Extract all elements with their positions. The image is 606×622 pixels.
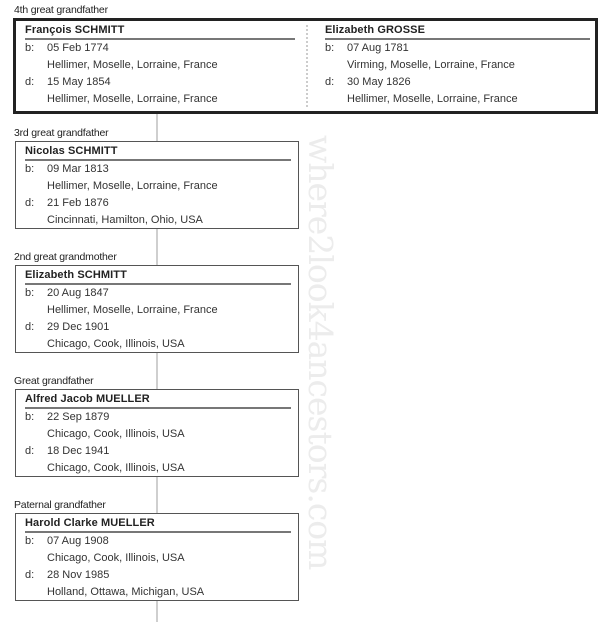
birth-date: 07 Aug 1781 [347, 42, 409, 54]
generation-label-3rd-great-grandfather: 3rd great grandfather [14, 127, 109, 139]
birth-date: 05 Feb 1774 [47, 42, 109, 54]
birth-place: Chicago, Cook, Illinois, USA [47, 552, 185, 564]
death-date: 29 Dec 1901 [47, 321, 110, 333]
birth-place: Hellimer, Moselle, Lorraine, France [47, 304, 218, 316]
person-name: François SCHMITT [25, 21, 295, 40]
generation-label-2nd-great-grandmother: 2nd great grandmother [14, 251, 117, 263]
person-elizabeth-grosse[interactable] [325, 21, 590, 108]
person-francois-schmitt[interactable] [25, 21, 295, 108]
birth-date: 07 Aug 1908 [47, 535, 109, 547]
death-place: Holland, Ottawa, Michigan, USA [47, 586, 205, 598]
death-label: d: [25, 76, 35, 88]
death-place: Chicago, Cook, Illinois, USA [47, 338, 185, 350]
birth-date: 09 Mar 1813 [47, 163, 109, 175]
person-name: Elizabeth SCHMITT [25, 266, 291, 285]
person-card-couple[interactable] [13, 18, 598, 114]
death-place: Hellimer, Moselle, Lorraine, France [347, 93, 518, 105]
generation-label-4th-great-grandfather: 4th great grandfather [14, 4, 108, 16]
death-date: 15 May 1854 [47, 76, 111, 88]
death-date: 30 May 1826 [347, 76, 411, 88]
death-date: 21 Feb 1876 [47, 197, 109, 209]
birth-place: Chicago, Cook, Illinois, USA [47, 428, 185, 440]
death-place: Cincinnati, Hamilton, Ohio, USA [47, 214, 203, 226]
birth-label: b: [25, 42, 35, 54]
death-label: d: [25, 321, 35, 333]
death-label: d: [25, 569, 35, 581]
birth-label: b: [325, 42, 335, 54]
birth-label: b: [25, 411, 35, 423]
birth-place: Hellimer, Moselle, Lorraine, France [47, 180, 218, 192]
person-card-harold-clarke-mueller[interactable] [15, 513, 299, 601]
person-name: Harold Clarke MUELLER [25, 514, 291, 533]
person-name: Nicolas SCHMITT [25, 142, 291, 161]
generation-label-great-grandfather: Great grandfather [14, 375, 94, 387]
person-name: Elizabeth GROSSE [325, 21, 590, 40]
birth-date: 20 Aug 1847 [47, 287, 109, 299]
birth-place: Virming, Moselle, Lorraine, France [347, 59, 515, 71]
death-place: Chicago, Cook, Illinois, USA [47, 462, 185, 474]
person-card-elizabeth-schmitt[interactable] [15, 265, 299, 353]
watermark: where2look4ancestors.com [301, 135, 340, 570]
birth-place: Hellimer, Moselle, Lorraine, France [47, 59, 218, 71]
birth-label: b: [25, 287, 35, 299]
death-label: d: [25, 197, 35, 209]
death-label: d: [325, 76, 335, 88]
death-place: Hellimer, Moselle, Lorraine, France [47, 93, 218, 105]
spouse-divider [306, 25, 308, 107]
death-label: d: [25, 445, 35, 457]
generation-label-paternal-grandfather: Paternal grandfather [14, 499, 106, 511]
birth-date: 22 Sep 1879 [47, 411, 110, 423]
death-date: 18 Dec 1941 [47, 445, 110, 457]
person-card-alfred-jacob-mueller[interactable] [15, 389, 299, 477]
birth-label: b: [25, 535, 35, 547]
person-name: Alfred Jacob MUELLER [25, 390, 291, 409]
death-date: 28 Nov 1985 [47, 569, 110, 581]
person-card-nicolas-schmitt[interactable] [15, 141, 299, 229]
birth-label: b: [25, 163, 35, 175]
